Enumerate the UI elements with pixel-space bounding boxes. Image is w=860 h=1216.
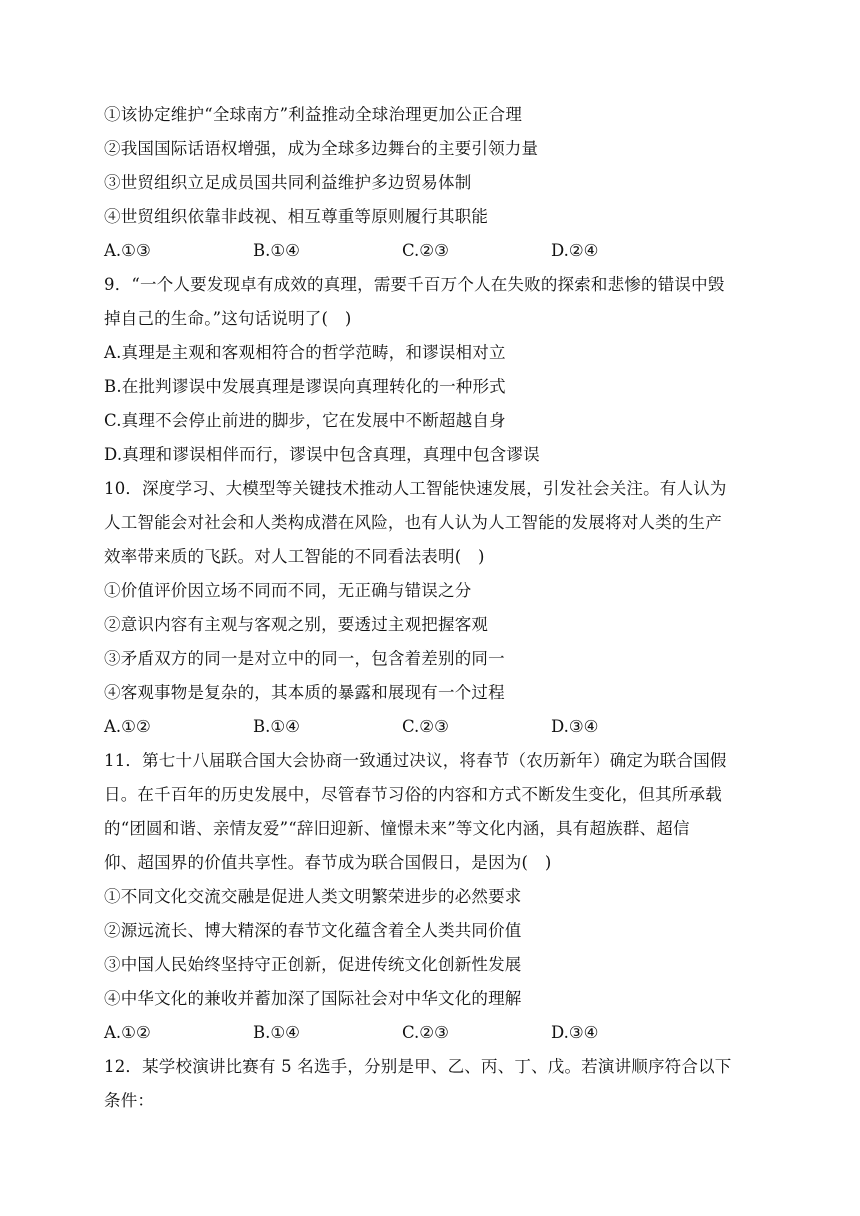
q8-statements [104, 98, 764, 234]
q11-choice-d: D.③④ [551, 1023, 599, 1042]
q11-statement-3: ③中国人民始终坚持守正创新，促进传统文化创新性发展 [104, 955, 522, 974]
q9 [104, 268, 764, 472]
q11-statement-1: ①不同文化交流交融是促进人类文明繁荣进步的必然要求 [104, 887, 522, 906]
q12-stem-line-2: 条件： [104, 1091, 155, 1110]
q8-statement-4: ④世贸组织依靠非歧视、相互尊重等原则履行其职能 [104, 207, 489, 226]
q10-statement-1: ①价值评价因立场不同而不同，无正确与错误之分 [104, 581, 472, 600]
exam-page [104, 98, 764, 1118]
q9-stem-line-1: 9．“一个人要发现卓有成效的真理，需要千百万个人在失败的探索和悲惨的错误中毁 [104, 275, 725, 294]
q11-choice-a: A.①② [104, 1023, 151, 1042]
q8-statement-1: ①该协定维护“全球南方”利益推动全球治理更加公正合理 [104, 105, 523, 124]
q8-choice-d: D.②④ [551, 241, 599, 260]
q11-statement-2: ②源远流长、博大精深的春节文化蕴含着全人类共同价值 [104, 921, 522, 940]
q10-statement-4: ④客观事物是复杂的，其本质的暴露和展现有一个过程 [104, 683, 505, 702]
q10-choice-b: B.①④ [253, 717, 300, 736]
q12-stem-line-1: 12．某学校演讲比赛有 5 名选手，分别是甲、乙、丙、丁、戊。若演讲顺序符合以下 [104, 1057, 732, 1076]
q11-statement-4: ④中华文化的兼收并蓄加深了国际社会对中华文化的理解 [104, 989, 522, 1008]
q10-statement-3: ③矛盾双方的同一是对立中的同一，包含着差别的同一 [104, 649, 505, 668]
q10-choice-c: C.②③ [402, 717, 449, 736]
q10-stem-line-1: 10．深度学习、大模型等关键技术推动人工智能快速发展，引发社会关注。有人认为 [104, 479, 727, 498]
q8-choice-a: A.①③ [104, 241, 151, 260]
q8-statement-3: ③世贸组织立足成员国共同利益维护多边贸易体制 [104, 173, 472, 192]
q9-stem-line-2: 掉自己的生命。”这句话说明了( ) [104, 309, 352, 328]
q11-choice-c: C.②③ [402, 1023, 449, 1042]
q10 [104, 472, 764, 744]
q9-option-d: D.真理和谬误相伴而行，谬误中包含真理，真理中包含谬误 [104, 445, 540, 464]
q8-choice-b: B.①④ [253, 241, 300, 260]
q10-stem-line-2: 人工智能会对社会和人类构成潜在风险，也有人认为人工智能的发展将对人类的生产 [104, 513, 722, 532]
q11-stem-line-3: 的“团圆和谐、亲情友爱”“辞旧迎新、憧憬未来”等文化内涵，具有超族群、超信 [104, 819, 690, 838]
q11-choices [104, 1016, 764, 1050]
q10-stem-line-3: 效率带来质的飞跃。对人工智能的不同看法表明( ) [104, 547, 485, 566]
q9-option-a: A.真理是主观和客观相符合的哲学范畴，和谬误相对立 [104, 343, 506, 362]
q11 [104, 744, 764, 1050]
q10-choice-d: D.③④ [551, 717, 599, 736]
q12 [104, 1050, 764, 1118]
q8-choice-c: C.②③ [402, 241, 449, 260]
q11-choice-b: B.①④ [253, 1023, 300, 1042]
q8-statement-2: ②我国国际话语权增强，成为全球多边舞台的主要引领力量 [104, 139, 539, 158]
q11-stem-line-4: 仰、超国界的价值共享性。春节成为联合国假日，是因为( ) [104, 853, 552, 872]
q10-choices [104, 710, 764, 744]
q10-choice-a: A.①② [104, 717, 151, 736]
q9-option-b: B.在批判谬误中发展真理是谬误向真理转化的一种形式 [104, 377, 506, 396]
q8-choices [104, 234, 764, 268]
q10-statement-2: ②意识内容有主观与客观之别，要透过主观把握客观 [104, 615, 489, 634]
q11-stem-line-1: 11．第七十八届联合国大会协商一致通过决议，将春节（农历新年）确定为联合国假 [104, 751, 727, 770]
q11-stem-line-2: 日。在千百年的历史发展中，尽管春节习俗的内容和方式不断发生变化，但其所承载 [104, 785, 722, 804]
q9-option-c: C.真理不会停止前进的脚步，它在发展中不断超越自身 [104, 411, 506, 430]
